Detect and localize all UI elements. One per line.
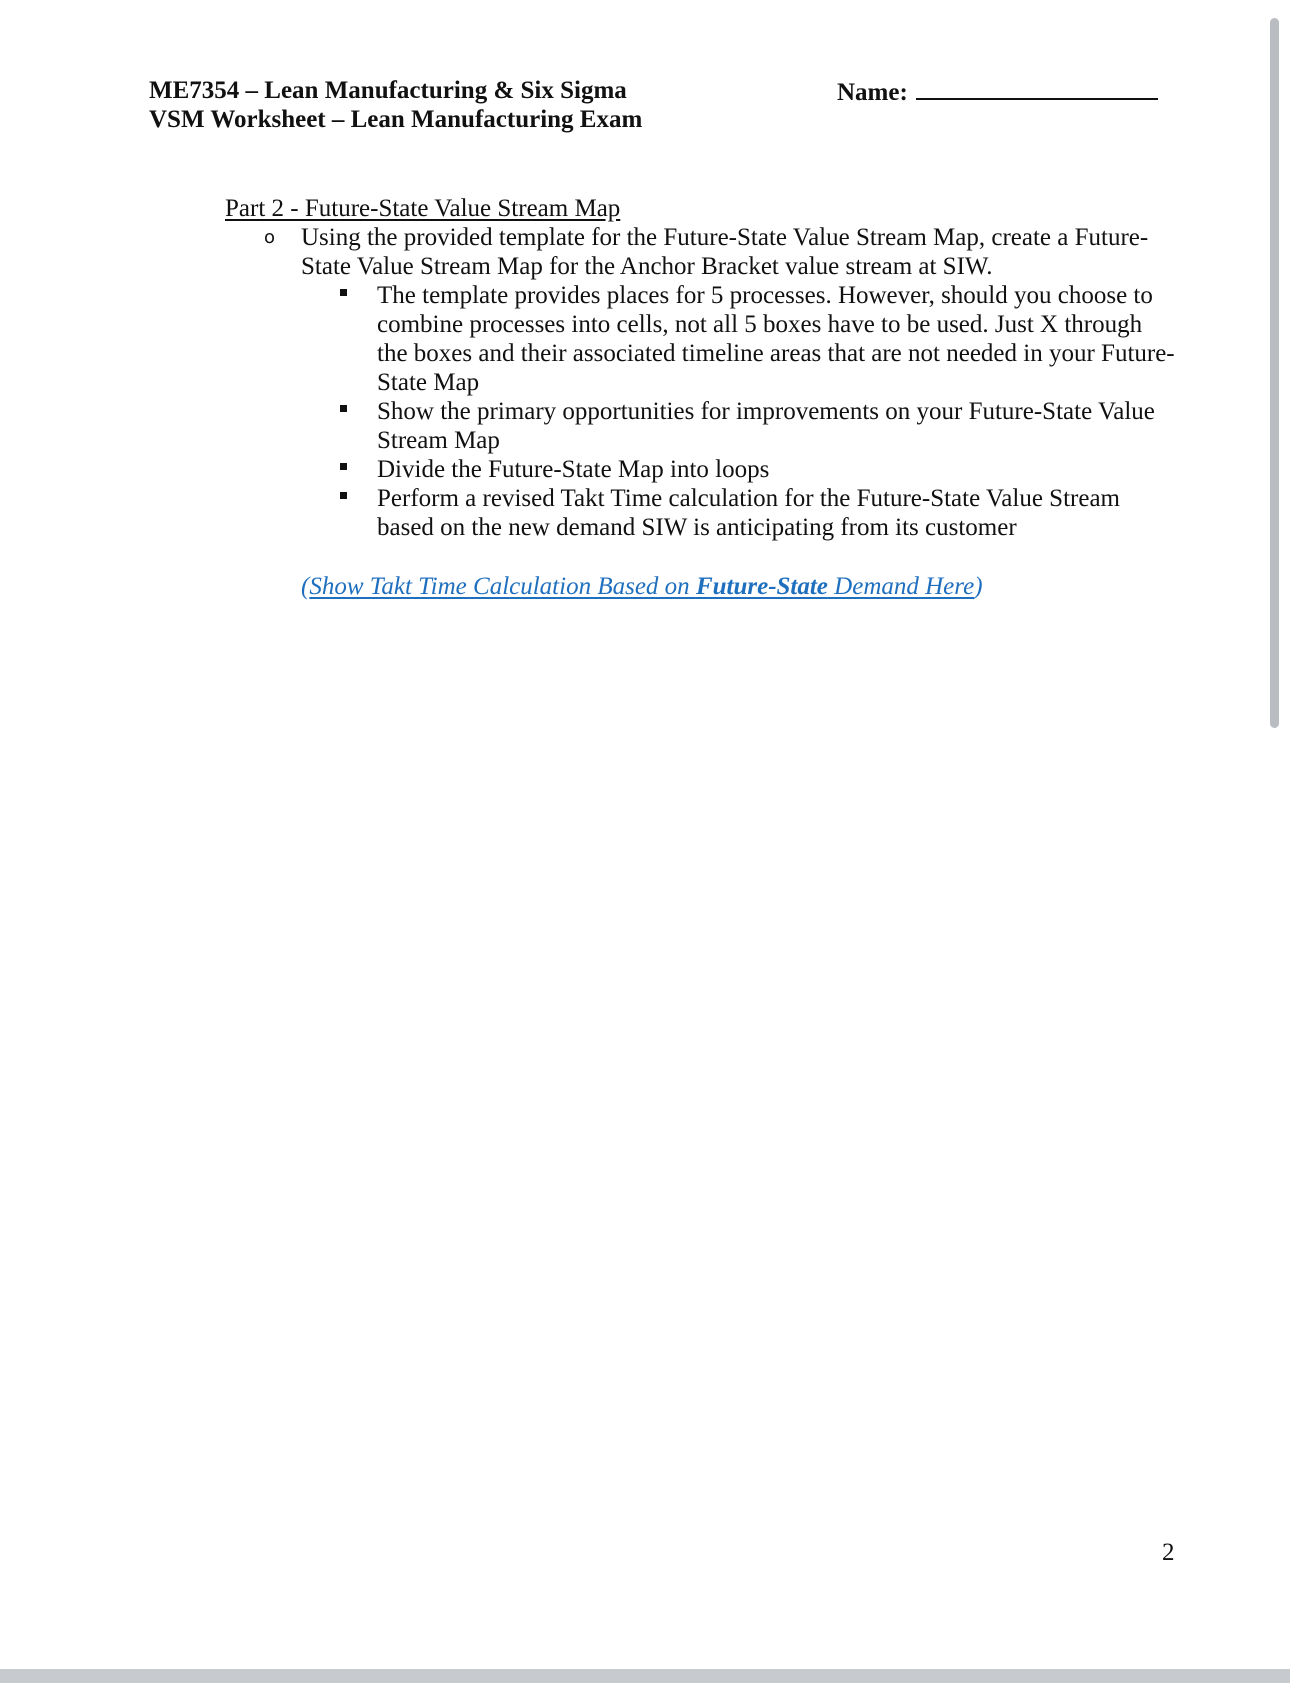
sub-instruction-1: The template provides places for 5 processes. However, should you choose to combine processes into cells, not all 5 boxes have to be used. Just X through the boxes and their associated timeline areas that are not needed in your Future-State Map (377, 282, 1175, 396)
link-open-paren: ( (301, 573, 310, 600)
square-bullet-icon (340, 492, 347, 499)
link-text-bold: Future-State (695, 573, 828, 600)
name-blank-line[interactable] (916, 76, 1158, 100)
bottom-bar (0, 1669, 1290, 1683)
worksheet-title: VSM Worksheet – Lean Manufacturing Exam (149, 106, 643, 133)
sub-instruction-2: Show the primary opportunities for improvements on your Future-State Value Stream Map (377, 398, 1155, 454)
instruction-text: Using the provided template for the Future-State Value Stream Map, create a Future-State Value Stream Map for the Anchor Bracket value stream at SIW. (301, 224, 1149, 280)
name-label: Name: (837, 79, 908, 106)
sub-instruction-3: Divide the Future-State Map into loops (377, 456, 770, 483)
link-text-before: Show Takt Time Calculation Based on (309, 573, 696, 600)
part-title: Part 2 - Future-State Value Stream Map (225, 195, 621, 222)
link-text[interactable] (309, 573, 974, 600)
circle-bullet-icon: o (264, 227, 276, 248)
link-text-after: Demand Here (827, 573, 975, 600)
header-titles (149, 76, 642, 134)
vertical-scrollbar[interactable] (1270, 18, 1279, 728)
square-bullet-icon (340, 405, 347, 412)
course-title: ME7354 – Lean Manufacturing & Six Sigma (149, 77, 627, 104)
sub-instruction-4: Perform a revised Takt Time calculation for the Future-State Value Stream based on the new demand SIW is anticipating from its customer (377, 485, 1120, 541)
name-field (837, 76, 1158, 107)
page-number: 2 (1162, 1539, 1175, 1566)
square-bullet-icon (340, 289, 347, 296)
takt-time-link[interactable] (301, 572, 983, 601)
link-close-paren: ) (974, 573, 983, 600)
square-bullet-icon (340, 463, 347, 470)
